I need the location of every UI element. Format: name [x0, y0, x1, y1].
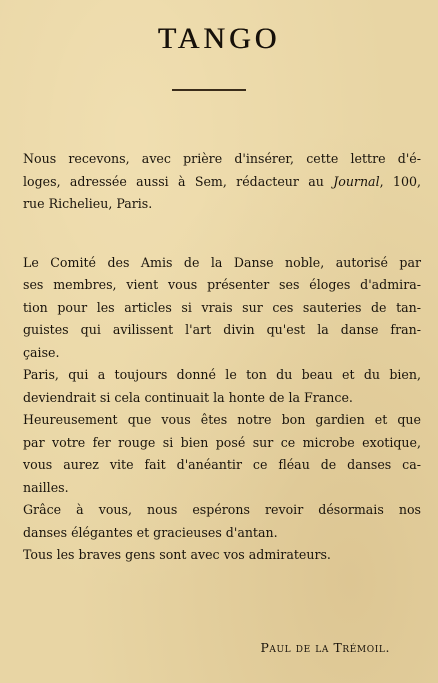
paragraph-intro	[23, 148, 421, 216]
text-line: danses élégantes et gracieuses d'antan.	[23, 524, 278, 540]
text-line: rue Richelieu, Paris.	[23, 196, 153, 211]
text-line: deviendrait si cela continuait la honte de la France.	[23, 389, 353, 405]
text-line: tion pour les articles si vrais sur ces sauteries de tan-	[23, 299, 421, 315]
title-divider	[172, 89, 246, 91]
text-line: Le Comité des Amis de la Danse noble, autorisé par	[23, 254, 421, 270]
text-segment: loges, adressée aussi à Sem, rédacteur au	[23, 173, 334, 189]
text-line: ses membres, vient vous présenter ses éloges d'admira-	[23, 277, 421, 292]
text-line: Tous les braves gens sont avec vos admirateurs.	[23, 547, 331, 562]
text-line: guistes qui avilissent l'art divin qu'est la danse fran-	[23, 322, 421, 337]
text-line	[23, 171, 421, 194]
signature: Paul de la Trémoil.	[260, 640, 390, 655]
text-line: par votre fer rouge si bien posé sur ce microbe exotique,	[23, 434, 421, 450]
text-line: Grâce à vous, nous espérons revoir désormais nos	[23, 502, 421, 517]
paragraph-grace	[23, 499, 421, 544]
paragraph-heureusement	[23, 409, 421, 499]
paragraph-braves	[23, 544, 421, 567]
text-line: nailles.	[23, 479, 69, 495]
paragraph-comite	[23, 252, 421, 365]
letter-body	[23, 148, 421, 567]
text-line: çaise.	[23, 344, 60, 360]
text-segment: , 100,	[379, 173, 421, 189]
text-line: Nous recevons, avec prière d'insérer, cette lettre d'é-	[23, 151, 421, 166]
text-line: Paris, qui a toujours donné le ton du beau et du bien,	[23, 367, 421, 382]
text-line: Heureusement que vous êtes notre bon gardien et que	[23, 412, 421, 427]
text-line: vous aurez vite fait d'anéantir ce fléau de danses ca-	[23, 457, 421, 472]
page-title: TANGO	[157, 22, 281, 55]
paragraph-paris	[23, 364, 421, 409]
journal-title: Journal	[333, 173, 380, 189]
